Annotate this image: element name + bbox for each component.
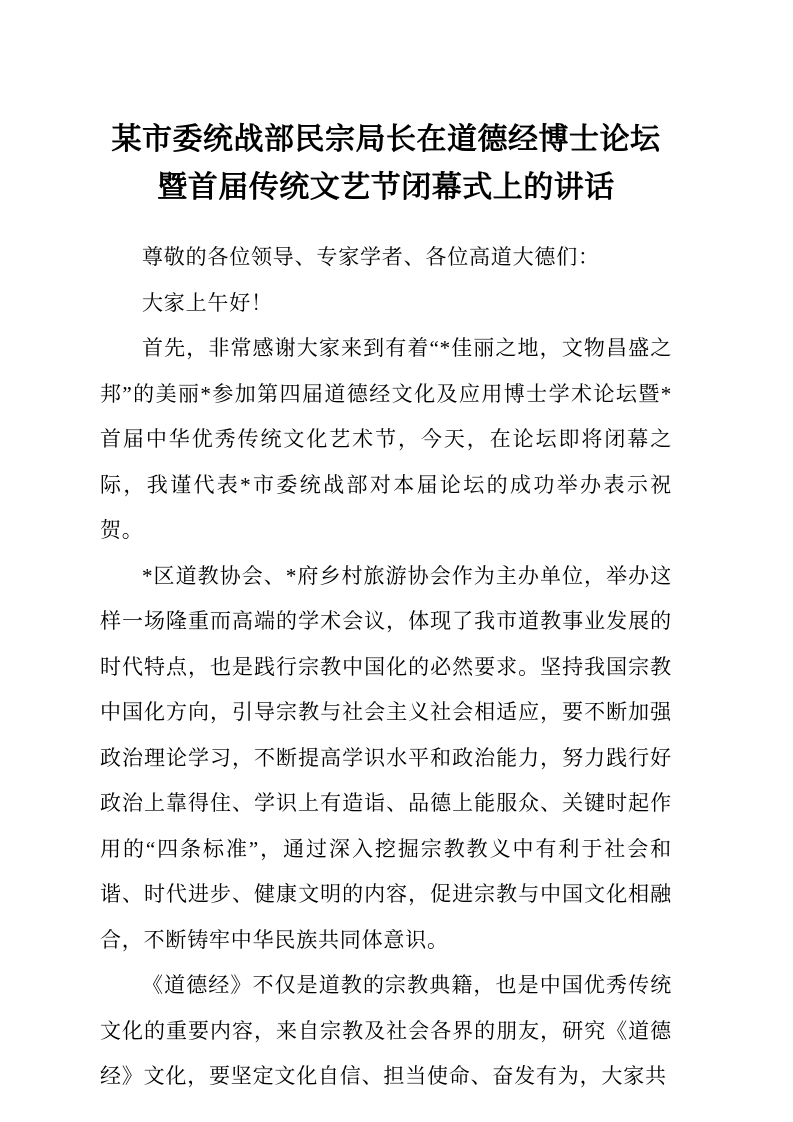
paragraph-salutation: 尊敬的各位领导、专家学者、各位高道大德们： [142, 245, 600, 269]
title-line-2: 暨首届传统文艺节闭幕式上的讲话 [157, 171, 615, 204]
document-body [100, 235, 672, 1100]
title-line-1: 某市委统战部民宗局长在道德经博士论坛 [111, 123, 661, 156]
paragraph-organizers: *区道教协会、*府乡村旅游协会作为主办单位，举办这样一场隆重而高端的学术会议，体现了我市道教事业发展的时代特点，也是践行宗教中国化的必然要求。坚持我国宗教中国化方向，引导宗教与社会主义社会相适应，要不断加强政治理论学习，不断提高学识水平和政治能力，努力践行好政治上靠得住、学识上有造诣、品德上能服众、关键时起作用的“四条标准”，通过深入挖掘宗教教义中有利于社会和谐、时代进步、健康文明的内容，促进宗教与中国文化相融合，不断铸牢中华民族共同体意识。 [100, 563, 672, 952]
document-title [100, 116, 672, 212]
paragraph-daodejing: 《道德经》不仅是道教的宗教典籍，也是中国优秀传统文化的重要内容，来自宗教及社会各界的朋友，研究《道德经》文化，要坚定文化自信、担当使命、奋发有为，大家共 [100, 973, 672, 1088]
document-content [100, 0, 672, 1100]
paragraph-greeting: 大家上午好！ [142, 290, 273, 315]
paragraph-opening: 首先，非常感谢大家来到有着“*佳丽之地，文物昌盛之邦”的美丽*参加第四届道德经文化及应用博士学术论坛暨*首届中华优秀传统文化艺术节，今天，在论坛即将闭幕之际，我谨代表*市委统战部对本届论坛的成功举办表示祝贺。 [100, 336, 672, 542]
